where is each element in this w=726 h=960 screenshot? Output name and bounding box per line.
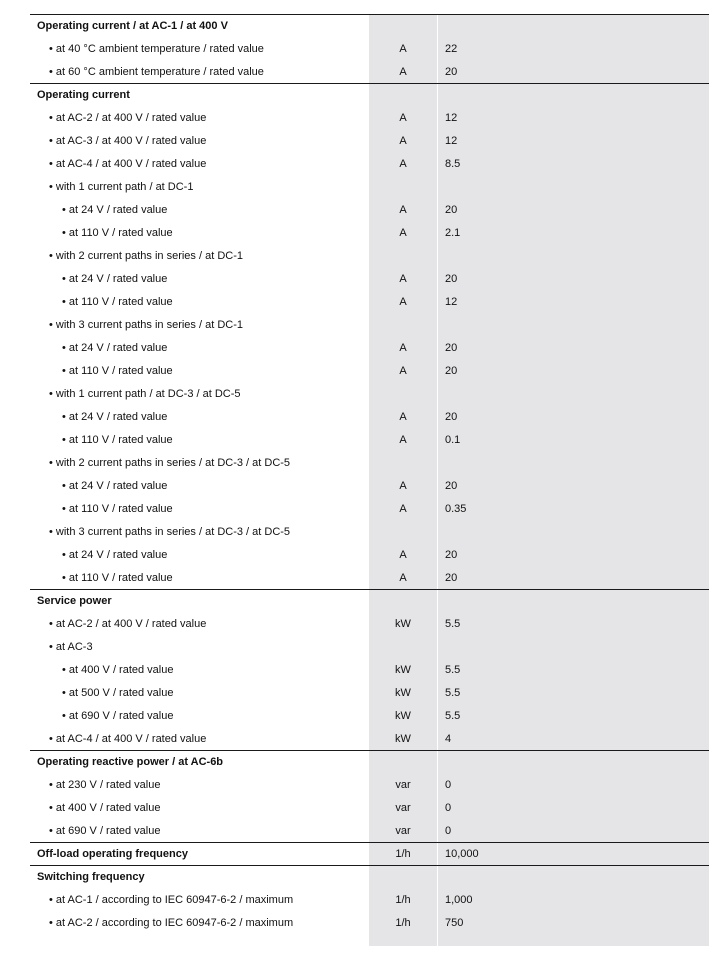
spec-label: • at 24 V / rated value xyxy=(30,405,369,428)
spec-label: • at AC-1 / according to IEC 60947-6-2 / maximum xyxy=(30,888,369,911)
spec-label: • at 110 V / rated value xyxy=(30,497,369,520)
spec-row xyxy=(30,221,709,244)
spec-row xyxy=(30,336,709,359)
spec-row xyxy=(30,382,709,405)
spec-unit: A xyxy=(369,198,438,221)
table-bottom-shade xyxy=(30,934,709,946)
spec-unit: A xyxy=(369,37,438,60)
spec-label: • at AC-3 xyxy=(30,635,369,658)
spec-value: 20 xyxy=(438,267,709,290)
spec-row xyxy=(30,37,709,60)
spec-value xyxy=(438,590,709,612)
spec-value: 5.5 xyxy=(438,704,709,727)
spec-value xyxy=(438,382,709,405)
spec-value: 20 xyxy=(438,405,709,428)
spec-row xyxy=(30,129,709,152)
spec-label: • at AC-4 / at 400 V / rated value xyxy=(30,727,369,750)
spec-unit: 1/h xyxy=(369,843,438,865)
spec-value: 750 xyxy=(438,911,709,934)
spec-label: • at 24 V / rated value xyxy=(30,267,369,290)
spec-value xyxy=(438,84,709,106)
spec-value xyxy=(438,313,709,336)
spec-unit xyxy=(369,751,438,773)
spec-value: 22 xyxy=(438,37,709,60)
spec-label: • at 400 V / rated value xyxy=(30,658,369,681)
spec-label: • at 500 V / rated value xyxy=(30,681,369,704)
spec-label: • at 110 V / rated value xyxy=(30,359,369,382)
spec-row xyxy=(30,635,709,658)
spec-label: • at 110 V / rated value xyxy=(30,221,369,244)
section-title: Service power xyxy=(30,590,369,612)
section-title: Operating current / at AC-1 / at 400 V xyxy=(30,15,369,37)
spec-row xyxy=(30,543,709,566)
spec-value: 12 xyxy=(438,129,709,152)
section-title: Operating reactive power / at AC-6b xyxy=(30,751,369,773)
spec-unit: 1/h xyxy=(369,888,438,911)
spec-row xyxy=(30,911,709,934)
section-header-row xyxy=(30,589,709,612)
section-title: Off-load operating frequency xyxy=(30,843,369,865)
spec-row xyxy=(30,796,709,819)
spec-value xyxy=(438,635,709,658)
spec-label: • at 24 V / rated value xyxy=(30,543,369,566)
spec-row xyxy=(30,497,709,520)
spec-label: • at AC-2 / according to IEC 60947-6-2 / maximum xyxy=(30,911,369,934)
spec-unit: A xyxy=(369,405,438,428)
spec-unit xyxy=(369,590,438,612)
spec-value xyxy=(438,751,709,773)
section-header-row xyxy=(30,842,709,865)
spec-row xyxy=(30,451,709,474)
spec-unit: A xyxy=(369,566,438,589)
spec-value xyxy=(438,520,709,543)
spec-unit: A xyxy=(369,474,438,497)
spec-unit: kW xyxy=(369,727,438,750)
spec-label: • at 110 V / rated value xyxy=(30,428,369,451)
spec-value: 0.1 xyxy=(438,428,709,451)
spec-value: 0.35 xyxy=(438,497,709,520)
spec-value xyxy=(438,244,709,267)
spec-unit: A xyxy=(369,290,438,313)
spec-value: 0 xyxy=(438,819,709,842)
spec-value: 20 xyxy=(438,359,709,382)
spec-value xyxy=(438,451,709,474)
spec-unit: kW xyxy=(369,658,438,681)
spec-unit: A xyxy=(369,152,438,175)
spec-unit: var xyxy=(369,819,438,842)
spec-unit xyxy=(369,244,438,267)
spec-value: 5.5 xyxy=(438,681,709,704)
spec-value: 0 xyxy=(438,796,709,819)
spec-label: • at 690 V / rated value xyxy=(30,704,369,727)
spec-row xyxy=(30,888,709,911)
spec-unit xyxy=(369,313,438,336)
spec-row xyxy=(30,198,709,221)
spec-unit xyxy=(369,84,438,106)
spec-unit xyxy=(369,15,438,37)
spec-value: 2.1 xyxy=(438,221,709,244)
spec-unit: var xyxy=(369,773,438,796)
spec-label: • at 40 °C ambient temperature / rated value xyxy=(30,37,369,60)
spec-unit: A xyxy=(369,106,438,129)
section-header-row xyxy=(30,750,709,773)
spec-row xyxy=(30,681,709,704)
spec-value: 10,000 xyxy=(438,843,709,865)
spec-value: 5.5 xyxy=(438,612,709,635)
spec-unit xyxy=(369,451,438,474)
spec-row xyxy=(30,773,709,796)
spec-row xyxy=(30,175,709,198)
spec-unit xyxy=(369,866,438,888)
spec-value: 5.5 xyxy=(438,658,709,681)
spec-unit: A xyxy=(369,60,438,83)
spec-label: • at AC-3 / at 400 V / rated value xyxy=(30,129,369,152)
spec-unit xyxy=(369,520,438,543)
spec-value: 8.5 xyxy=(438,152,709,175)
shade-value-cell xyxy=(438,934,709,946)
spec-row xyxy=(30,474,709,497)
section-title: Switching frequency xyxy=(30,866,369,888)
spec-label: • at 110 V / rated value xyxy=(30,290,369,313)
spec-label: • at 60 °C ambient temperature / rated value xyxy=(30,60,369,83)
spec-row xyxy=(30,428,709,451)
spec-unit: A xyxy=(369,428,438,451)
spec-unit: kW xyxy=(369,704,438,727)
section-header-row xyxy=(30,865,709,888)
spec-unit: A xyxy=(369,267,438,290)
spec-value xyxy=(438,866,709,888)
spec-value: 20 xyxy=(438,60,709,83)
spec-value xyxy=(438,175,709,198)
spec-label: • with 3 current paths in series / at DC-3 / at DC-5 xyxy=(30,520,369,543)
spec-unit: kW xyxy=(369,681,438,704)
spec-row xyxy=(30,359,709,382)
spec-unit: A xyxy=(369,497,438,520)
spec-unit: A xyxy=(369,221,438,244)
spec-row xyxy=(30,290,709,313)
spec-unit: kW xyxy=(369,612,438,635)
spec-label: • at 24 V / rated value xyxy=(30,336,369,359)
spec-row xyxy=(30,244,709,267)
spec-unit: var xyxy=(369,796,438,819)
spec-value: 4 xyxy=(438,727,709,750)
spec-row xyxy=(30,152,709,175)
spec-table xyxy=(30,14,709,946)
shade-unit-cell xyxy=(369,934,438,946)
spec-value: 0 xyxy=(438,773,709,796)
spec-label: • at 110 V / rated value xyxy=(30,566,369,589)
spec-unit xyxy=(369,175,438,198)
spec-row xyxy=(30,727,709,750)
spec-unit: 1/h xyxy=(369,911,438,934)
section-header-row xyxy=(30,83,709,106)
spec-label: • at 230 V / rated value xyxy=(30,773,369,796)
spec-row xyxy=(30,313,709,336)
spec-label: • with 2 current paths in series / at DC-1 xyxy=(30,244,369,267)
spec-value: 20 xyxy=(438,198,709,221)
spec-unit: A xyxy=(369,129,438,152)
section-header-row xyxy=(30,14,709,37)
spec-row xyxy=(30,60,709,83)
spec-label: • at AC-4 / at 400 V / rated value xyxy=(30,152,369,175)
spec-label: • with 2 current paths in series / at DC-3 / at DC-5 xyxy=(30,451,369,474)
spec-row xyxy=(30,658,709,681)
spec-value: 20 xyxy=(438,336,709,359)
spec-label: • with 1 current path / at DC-3 / at DC-5 xyxy=(30,382,369,405)
spec-row xyxy=(30,566,709,589)
spec-label: • at 24 V / rated value xyxy=(30,198,369,221)
spec-row xyxy=(30,704,709,727)
spec-value: 20 xyxy=(438,566,709,589)
spec-value xyxy=(438,15,709,37)
spec-row xyxy=(30,106,709,129)
spec-label: • at 400 V / rated value xyxy=(30,796,369,819)
spec-unit: A xyxy=(369,359,438,382)
spec-label: • with 1 current path / at DC-1 xyxy=(30,175,369,198)
spec-unit xyxy=(369,635,438,658)
spec-row xyxy=(30,267,709,290)
spec-row xyxy=(30,819,709,842)
spec-label: • at AC-2 / at 400 V / rated value xyxy=(30,106,369,129)
spec-value: 20 xyxy=(438,543,709,566)
spec-unit xyxy=(369,382,438,405)
shade-label-cell xyxy=(30,934,369,946)
spec-row xyxy=(30,612,709,635)
spec-label: • at 24 V / rated value xyxy=(30,474,369,497)
spec-unit: A xyxy=(369,543,438,566)
spec-value: 12 xyxy=(438,290,709,313)
spec-value: 1,000 xyxy=(438,888,709,911)
section-title: Operating current xyxy=(30,84,369,106)
spec-value: 12 xyxy=(438,106,709,129)
spec-label: • at 690 V / rated value xyxy=(30,819,369,842)
spec-value: 20 xyxy=(438,474,709,497)
spec-row xyxy=(30,520,709,543)
spec-row xyxy=(30,405,709,428)
spec-label: • at AC-2 / at 400 V / rated value xyxy=(30,612,369,635)
spec-label: • with 3 current paths in series / at DC-1 xyxy=(30,313,369,336)
spec-unit: A xyxy=(369,336,438,359)
